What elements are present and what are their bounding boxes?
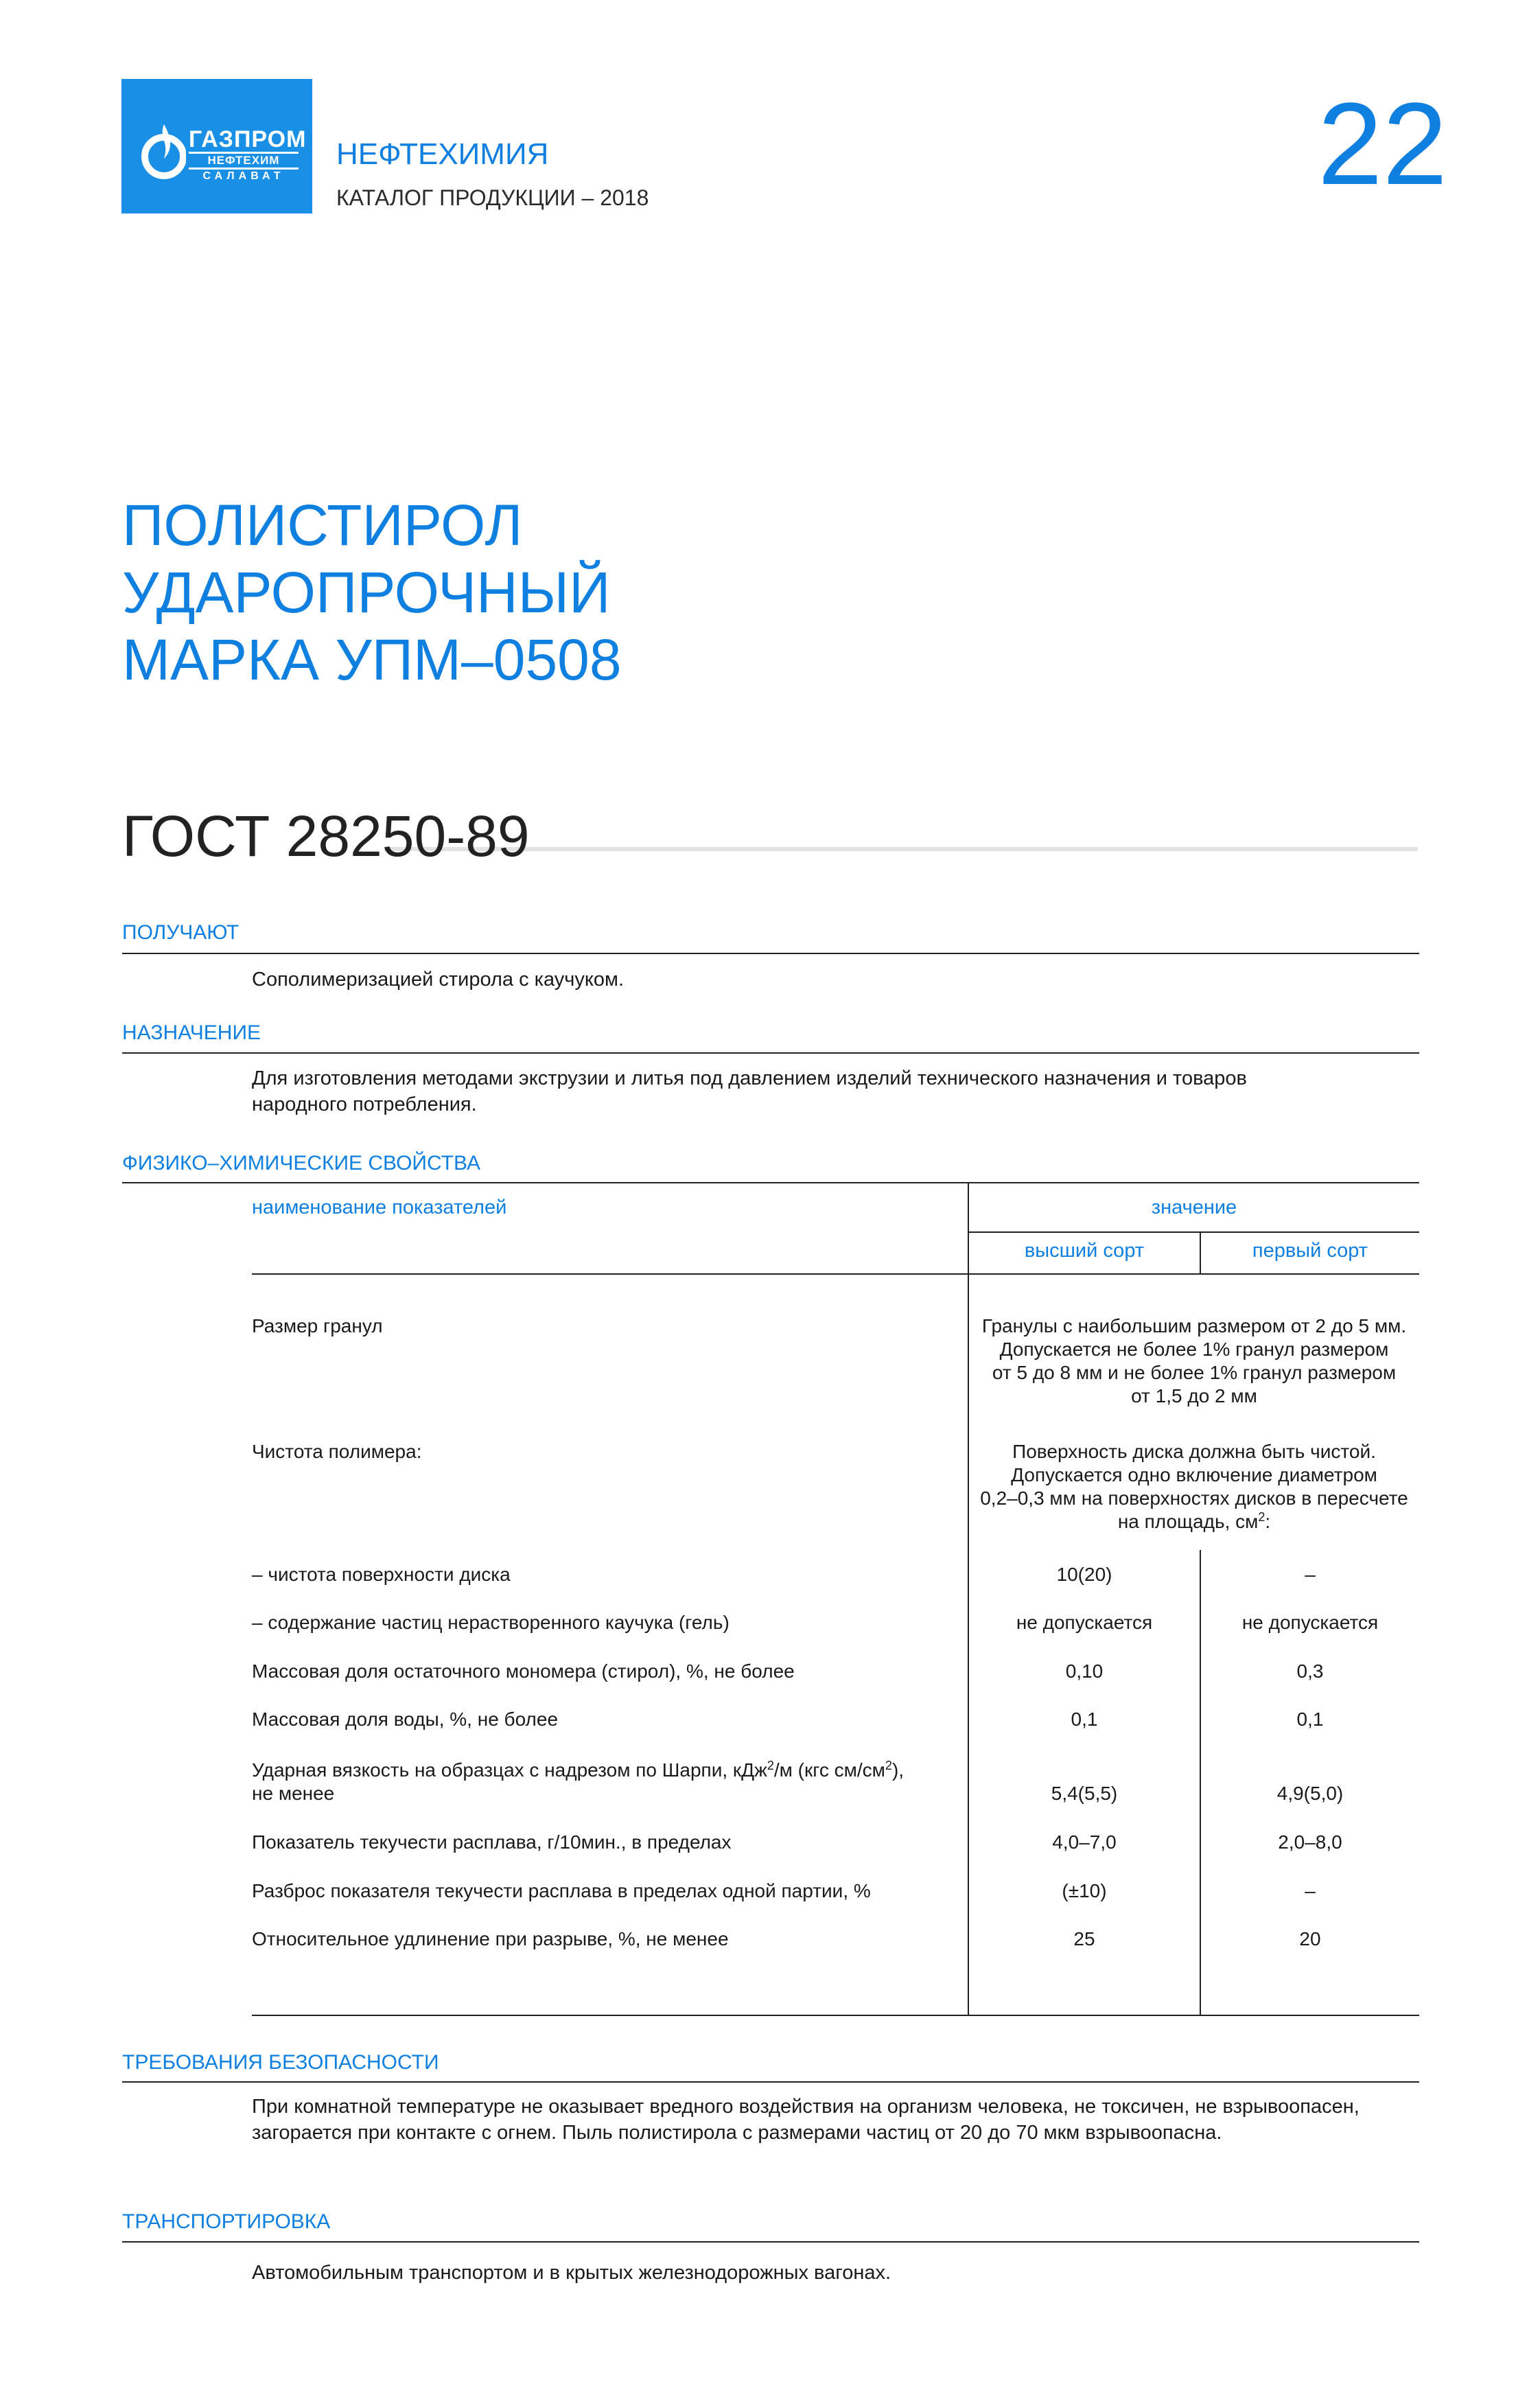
- section-divider: [122, 1052, 1419, 1054]
- row-value-first: 0,3: [1296, 1660, 1324, 1682]
- row-value-top: 0,1: [1071, 1709, 1098, 1730]
- safety-line1: При комнатной температуре не оказывает вредного воздействия на организм человека, не токсичен, не взрывоопасен,: [252, 2096, 1360, 2118]
- row-value-top: 25: [1073, 1928, 1095, 1949]
- logo-line1: ГАЗПРОМ: [189, 126, 307, 152]
- brand-name: НЕФТЕХИМИЯ: [336, 137, 549, 171]
- company-logo: [121, 79, 312, 213]
- purpose-line2: народного потребления.: [252, 1093, 477, 1115]
- row-value-top: (±10): [1062, 1880, 1107, 1901]
- superscript: 2: [885, 1759, 892, 1772]
- row-label-polymer-purity: Чистота полимера:: [252, 1441, 422, 1462]
- section-safety-text: [252, 2094, 1405, 2146]
- section-divider: [122, 953, 1419, 954]
- row-label: Относительное удлинение при разрыве, %, не менее: [252, 1928, 729, 1949]
- table-hline-bottom: [252, 2015, 1419, 2016]
- row-value-first: 20: [1299, 1928, 1321, 1949]
- purity-line: 0,2–0,3 мм на поверхностях дисков в пересчете: [980, 1487, 1408, 1509]
- row-label-charpy: Ударная вязкость на образцах с надрезом по Шарпи, кДж$^2$/м (кгс $см/см^2$), не менее: [252, 1759, 905, 1804]
- gost-divider: [384, 847, 1418, 851]
- title-line1: ПОЛИСТИРОЛ: [122, 493, 523, 557]
- purpose-line1: Для изготовления методами экструзии и литья под давлением изделий технического назначения и товаров: [252, 1067, 1247, 1089]
- superscript: 2: [1258, 1510, 1265, 1524]
- granule-line: от 5 до 8 мм и не более 1% гранул размером: [992, 1362, 1397, 1383]
- purity-line: на площадь, $см^2$:: [1117, 1510, 1271, 1532]
- logo-line3: САЛАВАТ: [202, 170, 285, 182]
- row-value-top: 4,0–7,0: [1052, 1831, 1117, 1853]
- section-purpose-text: [252, 1065, 1405, 1118]
- row-label-granule-size: Размер гранул: [252, 1315, 383, 1336]
- granule-size-value: [969, 1315, 1419, 1408]
- row-value-top: 10(20): [1056, 1564, 1112, 1585]
- granule-line: Гранулы с наибольшим размером от 2 до 5 мм.: [981, 1315, 1407, 1336]
- page-number: 22: [1318, 79, 1448, 209]
- row-value-top: не допускается: [1016, 1612, 1153, 1633]
- row-label: Показатель текучести расплава, г/10мин., в пределах: [252, 1831, 732, 1853]
- col-value-header: значение: [1151, 1196, 1237, 1218]
- purity-line: Поверхность диска должна быть чистой.: [1012, 1441, 1376, 1462]
- title-line2: УДАРОПРОЧНЫЙ: [122, 560, 611, 625]
- row-value-first: 4,9(5,0): [1276, 1783, 1344, 1804]
- table-hline-head: [252, 1273, 1419, 1275]
- purity-line: Допускается одно включение диаметром: [1011, 1464, 1377, 1485]
- row-label: Массовая доля воды, %, не более: [252, 1709, 559, 1730]
- polymer-purity-value: [969, 1440, 1419, 1533]
- section-transport-label: ТРАНСПОРТИРОВКА: [122, 2210, 331, 2233]
- section-obtain-text: Сополимеризацией стирола с каучуком.: [252, 969, 625, 991]
- row-label: – чистота поверхности диска: [252, 1564, 511, 1585]
- section-properties-label: ФИЗИКО–ХИМИЧЕСКИЕ СВОЙСТВА: [122, 1152, 480, 1174]
- section-transport-text: Автомобильным транспортом и в крытых железнодорожных вагонах.: [252, 2262, 891, 2284]
- granule-line: от 1,5 до 2 мм: [1131, 1385, 1257, 1406]
- row-value-first: 2,0–8,0: [1278, 1831, 1342, 1853]
- row-value-first: 0,1: [1296, 1709, 1324, 1730]
- row-label: Массовая доля остаточного мономера (стирол), %, не более: [252, 1660, 795, 1682]
- row-label: Разброс показателя текучести расплава в пределах одной партии, %: [252, 1880, 871, 1901]
- col-top-grade-header: высший сорт: [1024, 1240, 1145, 1262]
- row-value-top: 0,10: [1065, 1660, 1104, 1682]
- table-hline-value: [968, 1231, 1419, 1233]
- row-value-first: –: [1305, 1880, 1316, 1901]
- gost-standard: ГОСТ 28250-89: [122, 804, 530, 868]
- row-value-first: не допускается: [1241, 1612, 1379, 1633]
- section-safety-label: ТРЕБОВАНИЯ БЕЗОПАСНОСТИ: [122, 2051, 439, 2074]
- section-divider: [122, 1182, 1419, 1183]
- col-name-header: наименование показателей: [252, 1196, 507, 1218]
- logo-line2: НЕФТЕХИМ: [189, 152, 299, 170]
- superscript: 2: [767, 1759, 774, 1772]
- flame-icon: [138, 119, 186, 181]
- safety-line2: загорается при контакте с огнем. Пыль полистирола с размерами частиц от 20 до 70 мкм взрывоопасна.: [252, 2122, 1222, 2144]
- product-title: [122, 491, 622, 693]
- row-value-top: 5,4(5,5): [1051, 1783, 1118, 1804]
- section-divider: [122, 2081, 1419, 2083]
- section-purpose-label: НАЗНАЧЕНИЕ: [122, 1021, 261, 1044]
- col-first-grade-header: первый сорт: [1252, 1240, 1368, 1262]
- granule-line: Допускается не более 1% гранул размером: [999, 1339, 1389, 1360]
- title-line3: МАРКА УПМ–0508: [122, 627, 622, 692]
- row-value-first: –: [1305, 1564, 1316, 1585]
- row-label: – содержание частиц нерастворенного каучука (гель): [252, 1612, 730, 1633]
- catalog-caption: КАТАЛОГ ПРОДУКЦИИ – 2018: [336, 185, 649, 210]
- section-obtain-label: ПОЛУЧАЮТ: [122, 921, 240, 944]
- section-divider: [122, 2241, 1419, 2243]
